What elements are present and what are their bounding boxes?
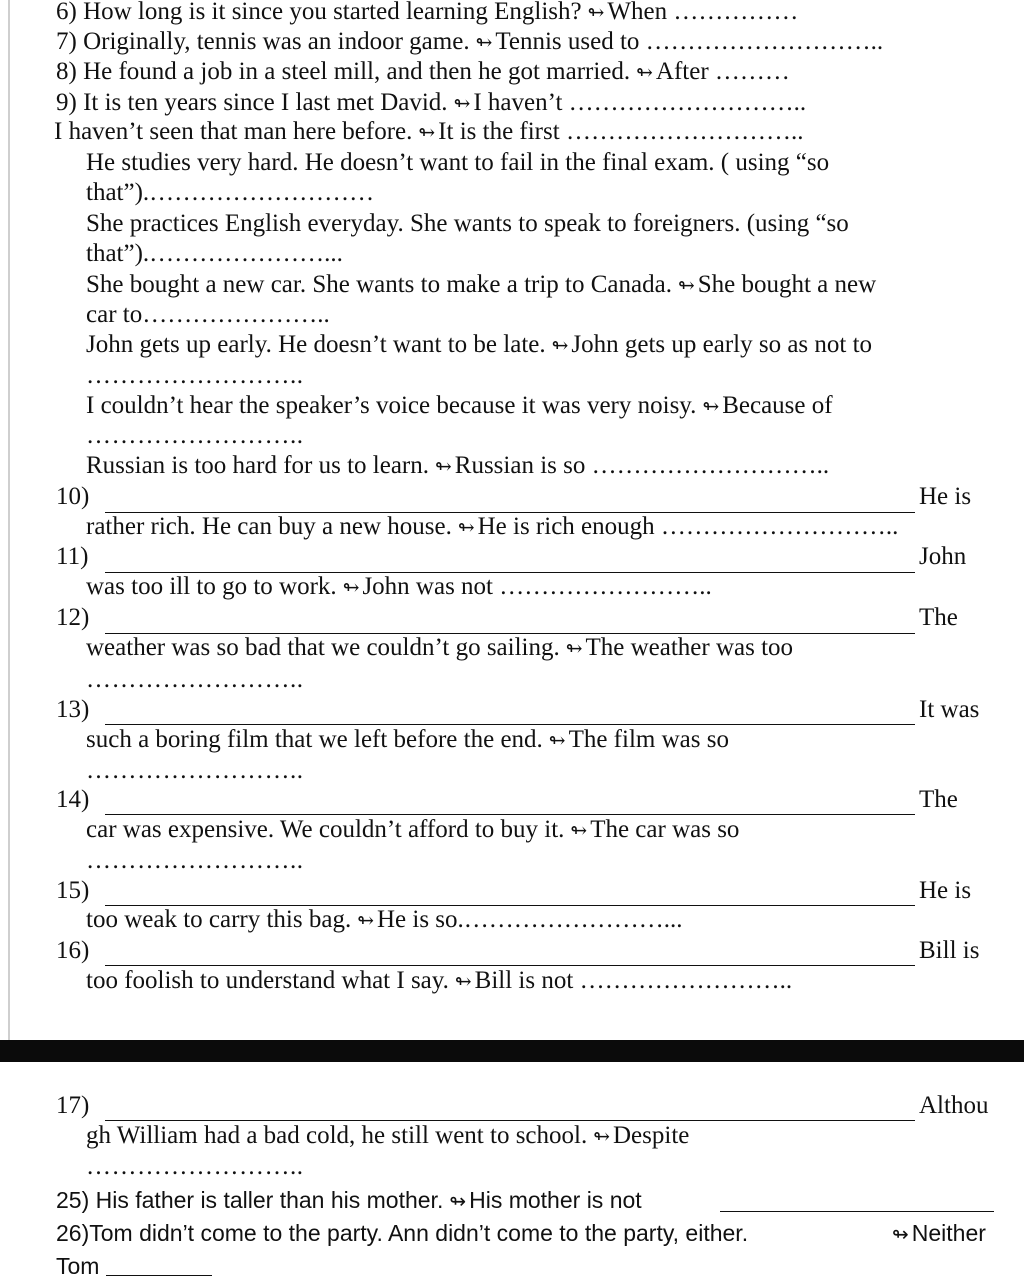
arrow-icon: ↬ bbox=[548, 730, 566, 752]
item-sentence-start: He is bbox=[919, 483, 972, 510]
item-prompt: John gets up early so as not to bbox=[571, 331, 873, 358]
arrow-icon: ↬ bbox=[454, 971, 472, 993]
arrow-icon: ↬ bbox=[565, 638, 583, 660]
answer-dots[interactable]: that”).……………………… bbox=[86, 179, 375, 206]
exercise-item-russian bbox=[86, 451, 829, 482]
item-sentence-start: Tom bbox=[56, 1253, 100, 1279]
item-sentence-start: Bill is bbox=[919, 937, 980, 964]
item-sentence: I couldn’t hear the speaker’s voice because it was very noisy. bbox=[86, 392, 697, 419]
item-sentence: rather rich. He can buy a new house. bbox=[86, 513, 452, 540]
item-sentence: I haven’t seen that man here before. bbox=[54, 118, 413, 145]
arrow-icon: ↬ bbox=[357, 910, 374, 932]
answer-line[interactable] bbox=[106, 1275, 212, 1276]
exercise-item-15 bbox=[86, 905, 683, 936]
item-sentence: 25) His father is taller than his mother. bbox=[56, 1187, 444, 1213]
exercise-item-so-that-1: He studies very hard. He doesn’t want to fail in the final exam. ( using “so bbox=[86, 149, 830, 176]
answer-dots[interactable]: …………………….. bbox=[86, 666, 304, 693]
item-prompt: Because of bbox=[722, 392, 833, 419]
item-prompt: She bought a new bbox=[697, 271, 877, 298]
exercise-item-so-as-not-to bbox=[86, 330, 872, 361]
item-prompt: The weather was too bbox=[585, 634, 794, 661]
item-prompt: I haven’t bbox=[473, 89, 563, 116]
item-sentence: gh William had a bad cold, he still went to school. bbox=[86, 1122, 588, 1149]
item-prompt: The car was so bbox=[590, 816, 740, 843]
item-prompt: Despite bbox=[613, 1122, 690, 1149]
arrow-icon: ↬ bbox=[636, 62, 653, 84]
item-prompt: John was not bbox=[362, 573, 494, 600]
page-separator-band bbox=[0, 1040, 1024, 1062]
arrow-icon: ↬ bbox=[702, 396, 720, 418]
answer-dots[interactable]: …………………….. bbox=[86, 757, 304, 784]
answer-line[interactable] bbox=[720, 1211, 994, 1212]
exercise-item-25 bbox=[56, 1185, 642, 1217]
exercise-item-because-of bbox=[86, 391, 833, 422]
item-prompt: After bbox=[655, 58, 709, 85]
item-number: 14) bbox=[56, 786, 90, 813]
item-prompt: Bill is not bbox=[474, 967, 574, 994]
item-sentence: Russian is too hard for us to learn. bbox=[86, 452, 430, 479]
arrow-icon: ↬ bbox=[551, 335, 569, 357]
answer-dots[interactable]: ……………………….. bbox=[591, 452, 830, 479]
exercise-item-12 bbox=[86, 633, 793, 664]
arrow-icon: ↬ bbox=[435, 456, 452, 478]
exercise-item-13 bbox=[86, 725, 729, 756]
arrow-icon: ↬ bbox=[342, 577, 360, 599]
answer-dots[interactable]: that”).…………………... bbox=[86, 240, 343, 267]
answer-dots[interactable]: ……………………….. bbox=[660, 513, 899, 540]
answer-dots[interactable]: …………………….. bbox=[499, 573, 712, 600]
item-sentence: Originally, tennis was an indoor game. bbox=[83, 28, 470, 55]
item-sentence: too weak to carry this bag. bbox=[86, 906, 352, 933]
exercise-item-first-time bbox=[54, 117, 803, 148]
item-number: 13) bbox=[56, 696, 90, 723]
item-sentence-start: It was bbox=[919, 696, 980, 723]
item-sentence: too foolish to understand what I say. bbox=[86, 967, 449, 994]
item-prompt: Russian is so bbox=[454, 452, 586, 479]
exercise-item-16 bbox=[86, 966, 792, 997]
item-number: 17) bbox=[56, 1092, 90, 1119]
item-sentence-start: Althou bbox=[919, 1092, 989, 1119]
worksheet-sheet-lower bbox=[0, 1062, 1024, 1280]
item-prompt: He is rich enough bbox=[477, 513, 655, 540]
answer-dots[interactable]: …………………….. bbox=[86, 362, 304, 389]
item-sentence: weather was so bad that we couldn’t go sailing. bbox=[86, 634, 560, 661]
answer-dots[interactable]: …………… bbox=[673, 0, 799, 25]
item-sentence-start: The bbox=[919, 604, 958, 631]
item-number: 9) bbox=[56, 89, 77, 116]
arrow-icon: ↬ bbox=[593, 1126, 610, 1148]
arrow-icon: ↬ bbox=[587, 2, 605, 24]
exercise-item-8 bbox=[56, 57, 790, 88]
arrow-icon: ↬ bbox=[892, 1224, 909, 1246]
item-sentence: John gets up early. He doesn’t want to be late. bbox=[86, 331, 546, 358]
item-number: 8) bbox=[56, 58, 77, 85]
item-sentence-start: The bbox=[919, 786, 958, 813]
item-sentence: How long is it since you started learning English? bbox=[83, 0, 582, 25]
item-sentence-start: John bbox=[919, 543, 967, 570]
item-sentence: It is ten years since I last met David. bbox=[83, 89, 448, 116]
item-prompt: The film was so bbox=[568, 726, 729, 753]
exercise-item-6 bbox=[56, 0, 798, 28]
answer-dots[interactable]: car to………………….. bbox=[86, 301, 330, 328]
exercise-item-26-prompt bbox=[886, 1218, 986, 1250]
exercise-item-14 bbox=[86, 815, 739, 846]
item-number: 10) bbox=[56, 483, 90, 510]
item-sentence: He found a job in a steel mill, and then he got married. bbox=[83, 58, 631, 85]
arrow-icon: ↬ bbox=[418, 122, 436, 144]
page-edge-line bbox=[8, 0, 10, 1040]
item-number: 15) bbox=[56, 877, 90, 904]
item-prompt: Neither bbox=[911, 1220, 986, 1246]
exercise-item-so-that-2: She practices English everyday. She wants to speak to foreigners. (using “so bbox=[86, 210, 849, 237]
answer-dots[interactable]: ……………………….. bbox=[565, 118, 804, 145]
exercise-item-new-car bbox=[86, 270, 876, 301]
item-sentence: She bought a new car. She wants to make a trip to Canada. bbox=[86, 271, 672, 298]
item-prompt: When bbox=[607, 0, 668, 25]
answer-dots[interactable]: ……………………….. bbox=[568, 89, 807, 116]
arrow-icon: ↬ bbox=[570, 820, 588, 842]
arrow-icon: ↬ bbox=[677, 275, 695, 297]
item-sentence: such a boring film that we left before the end. bbox=[86, 726, 543, 753]
item-prompt: His mother is not bbox=[469, 1187, 642, 1213]
answer-dots[interactable]: …………………….. bbox=[86, 847, 304, 874]
answer-dots[interactable]: …………………….. bbox=[579, 967, 793, 994]
item-prompt: It is the first bbox=[438, 118, 560, 145]
exercise-item-7 bbox=[56, 27, 883, 58]
arrow-icon: ↬ bbox=[457, 517, 475, 539]
answer-dots[interactable]: …………………….. bbox=[86, 422, 304, 449]
arrow-icon: ↬ bbox=[453, 93, 471, 115]
exercise-item-9 bbox=[56, 88, 806, 119]
item-sentence: car was expensive. We couldn’t afford to buy it. bbox=[86, 816, 565, 843]
item-prompt: Tennis used to bbox=[495, 28, 640, 55]
arrow-icon: ↬ bbox=[449, 1191, 467, 1213]
answer-dots[interactable]: …………………….. bbox=[86, 1153, 304, 1180]
exercise-item-10 bbox=[86, 512, 898, 543]
answer-dots[interactable]: ……………………….. bbox=[645, 28, 884, 55]
answer-dots[interactable]: ……… bbox=[714, 58, 790, 85]
item-sentence: was too ill to go to work. bbox=[86, 573, 337, 600]
item-prompt[interactable]: He is so.……………………... bbox=[376, 906, 683, 933]
item-number: 7) bbox=[56, 28, 77, 55]
exercise-item-17 bbox=[86, 1121, 689, 1152]
exercise-item-11 bbox=[86, 572, 712, 603]
item-number: 11) bbox=[56, 543, 89, 570]
item-number: 12) bbox=[56, 604, 90, 631]
arrow-icon: ↬ bbox=[475, 32, 493, 54]
item-number: 16) bbox=[56, 937, 90, 964]
exercise-item-26: 26)Tom didn’t come to the party. Ann didn’t come to the party, either. bbox=[56, 1220, 749, 1246]
item-number: 6) bbox=[56, 0, 77, 25]
item-sentence-start: He is bbox=[919, 877, 972, 904]
